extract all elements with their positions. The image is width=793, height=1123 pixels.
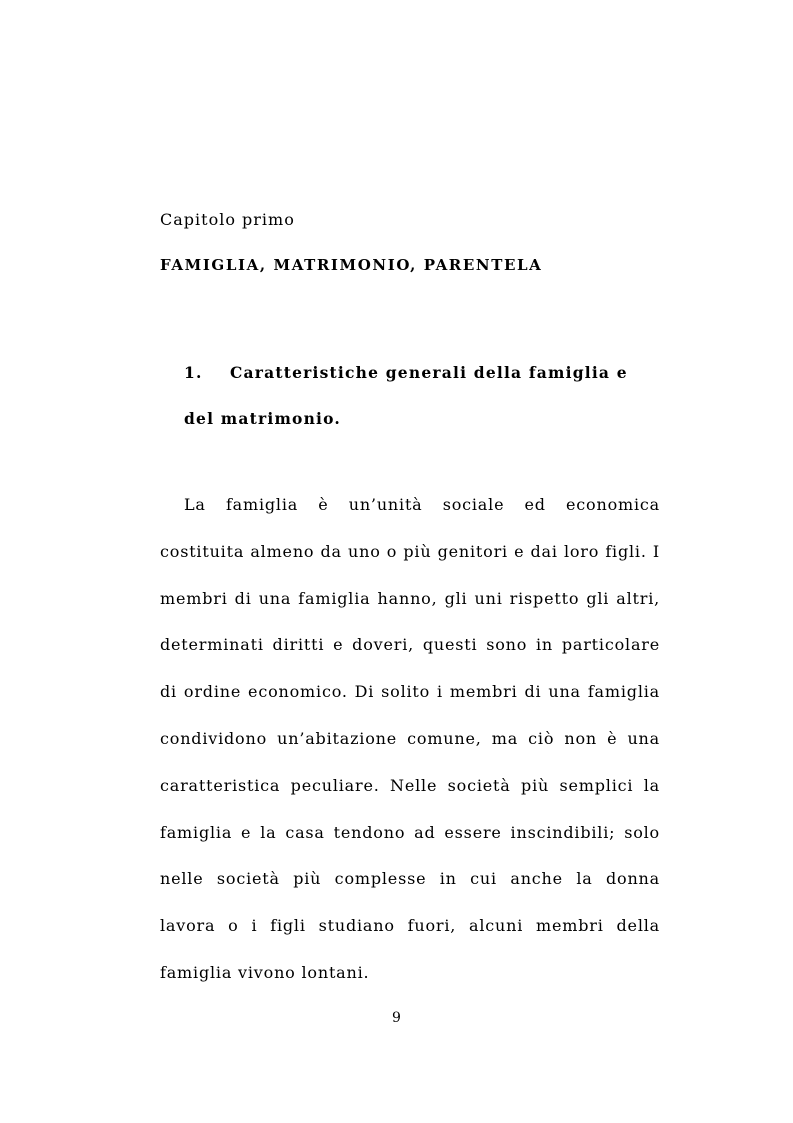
page-number: 9: [392, 1010, 401, 1026]
section-number: 1.: [184, 363, 203, 382]
chapter-label: Capitolo primo: [160, 210, 295, 229]
body-paragraph: La famiglia è un’unità sociale ed economica costituita almeno da uno o più genitori e dai loro figli. I membri di una famiglia hanno, gli uni rispetto gli altri, determinati diritti e doveri, questi sono in particolare di ordine economico. Di solito i membri di una famiglia condividono un’abitazione comune, ma ciò non è una caratteristica peculiare. Nelle società più semplici la famiglia e la casa tendono ad essere inscindibili; solo nelle società più complesse in cui anche la donna lavora o i figli studiano fuori, alcuni membri della famiglia vivono lontani.: [160, 495, 660, 982]
section-title: Caratteristiche generali della famiglia e del matrimonio.: [184, 363, 628, 428]
section-heading: [184, 350, 664, 442]
chapter-title: FAMIGLIA, MATRIMONIO, PARENTELA: [160, 256, 543, 274]
